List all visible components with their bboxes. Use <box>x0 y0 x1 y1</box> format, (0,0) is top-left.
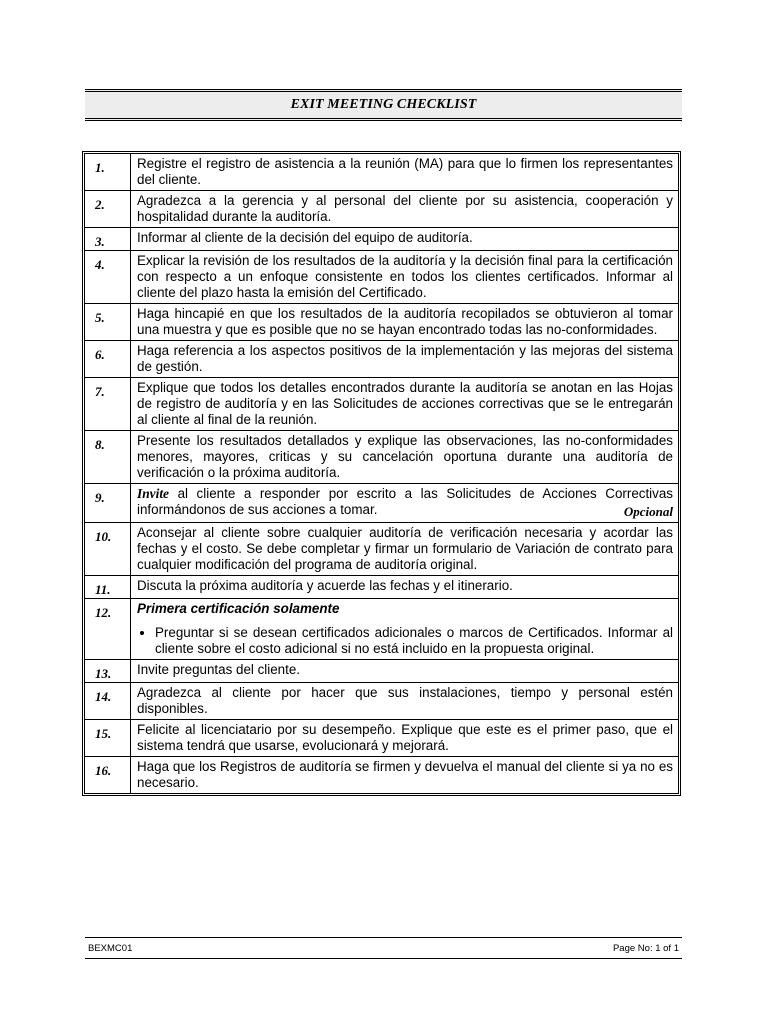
item-text: Felicite al licenciatario por su desempeño. Explique que este es el primer paso, que el sistema tendrá que usarse, evolucionará y mejorará. <box>137 722 673 753</box>
item-text: Registre el registro de asistencia a la reunión (MA) para que lo firmen los representantes del cliente. <box>137 156 673 187</box>
item-number: 10. <box>85 523 131 575</box>
item-text: Explicar la revisión de los resultados de la auditoría y la decisión final para la certificación con respecto a un enfoque consistente en todos los clientes certificados. Informar al cliente del plazo hasta la emisión del Certificado. <box>137 253 673 300</box>
item-text-body: al cliente a responder por escrito a las Solicitudes de Acciones Correctivas informándonos de sus acciones a tomar. <box>137 486 673 517</box>
checklist-row <box>85 659 678 682</box>
bullet-list <box>137 625 673 657</box>
item-number: 15. <box>85 720 131 756</box>
item-number: 7. <box>85 378 131 430</box>
document-code: BEXMC01 <box>88 942 133 954</box>
optional-tag: Opcional <box>623 504 673 519</box>
checklist-row <box>85 483 678 522</box>
checklist-row <box>85 575 678 598</box>
checklist-row <box>85 154 678 190</box>
item-number: 11. <box>85 576 131 598</box>
item-number: 8. <box>85 431 131 483</box>
checklist-row <box>85 340 678 377</box>
item-text: Haga que los Registros de auditoría se firmen y devuelva el manual del cliente si ya no es necesario. <box>137 759 673 790</box>
item-text: Agradezca a la gerencia y al personal del cliente por su asistencia, cooperación y hospitalidad durante la auditoría. <box>137 193 673 224</box>
checklist-row <box>85 598 678 659</box>
item-number: 4. <box>85 251 131 303</box>
section-label: Primera certificación solamente <box>137 601 340 616</box>
checklist-row <box>85 303 678 340</box>
item-text: Informar al cliente de la decisión del equipo de auditoría. <box>137 230 473 245</box>
item-text <box>131 484 678 522</box>
item-text: Aconsejar al cliente sobre cualquier auditoría de verificación necesaria y acordar las fechas y el costo. Se debe completar y firmar un formulario de Variación de contrato para cualquier modificación del programa de auditoría original. <box>137 525 673 572</box>
item-number: 9. <box>85 484 131 522</box>
item-text: Agradezca al cliente por hacer que sus instalaciones, tiempo y personal estén disponibles. <box>137 685 673 716</box>
checklist-row <box>85 190 678 227</box>
item-text: Presente los resultados detallados y explique las observaciones, las no-conformidades menores, mayores, criticas y su cancelación oportuna durante una auditoría de verificación o la próxima auditoría. <box>137 433 673 480</box>
item-number: 13. <box>85 660 131 682</box>
checklist-row <box>85 377 678 430</box>
invite-lead: Invite <box>137 486 169 501</box>
document-title: EXIT MEETING CHECKLIST <box>290 97 477 112</box>
item-text: Haga hincapié en que los resultados de la auditoría recopilados se obtuvieron al tomar una muestra y que es posible que no se hayan encontrado todas las no-conformidades. <box>137 306 673 337</box>
checklist-row <box>85 250 678 303</box>
item-number: 1. <box>85 154 131 190</box>
item-text: Explique que todos los detalles encontrados durante la auditoría se anotan en las Hojas de registro de auditoría y en las Solicitudes de acciones correctivas que se le entregarán al cliente al final de la reunión. <box>137 380 673 427</box>
checklist-row <box>85 227 678 250</box>
item-text: Discuta la próxima auditoría y acuerde las fechas y el itinerario. <box>137 578 513 593</box>
item-text <box>131 599 678 659</box>
checklist-row <box>85 430 678 483</box>
checklist-row <box>85 682 678 719</box>
item-number: 3. <box>85 228 131 250</box>
item-number: 12. <box>85 599 131 659</box>
checklist-row <box>85 522 678 575</box>
item-number: 2. <box>85 191 131 227</box>
page-number: Page No: 1 of 1 <box>612 942 679 954</box>
checklist-row <box>85 719 678 756</box>
checklist-table <box>82 151 681 796</box>
item-number: 5. <box>85 304 131 340</box>
title-band <box>85 89 682 121</box>
item-text: Haga referencia a los aspectos positivos de la implementación y las mejoras del sistema de gestión. <box>137 343 673 374</box>
item-number: 14. <box>85 683 131 719</box>
bullet-item: • Preguntar si se desean certificados adicionales o marcos de Certificados. Informar al cliente sobre el costo adicional si no está incluido en la propuesta original. <box>155 625 673 657</box>
item-text: Invite preguntas del cliente. <box>137 662 301 677</box>
item-number: 16. <box>85 757 131 793</box>
page-footer <box>85 937 682 959</box>
item-number: 6. <box>85 341 131 377</box>
checklist-row <box>85 756 678 793</box>
